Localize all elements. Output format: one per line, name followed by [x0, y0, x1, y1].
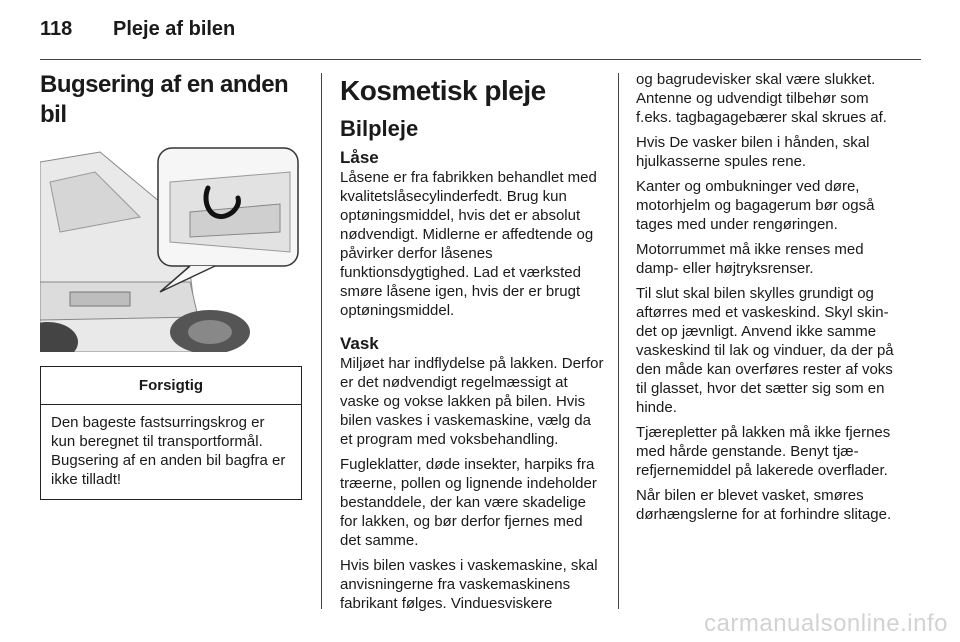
paragraph-washing-2: Fugleklatter, døde insekter, harpiks fra træerne, pollen og lignende indeholder bestanddele, der kan være skadelige for lakken, og bør derfor fjernes med det samme.	[340, 456, 597, 549]
paragraph-right-1: og bagrudevisker skal være slukket. Antenne og udvendigt tilbehør som f.eks. tagbagagebærer skal skrues af.	[636, 71, 887, 126]
paragraph-right-6: Tjærepletter på lakken må ikke fjernes med hårde genstande. Benyt tjærefjernemiddel på lakerede overflader.	[636, 424, 891, 479]
car-rear-illustration	[40, 142, 302, 352]
caution-title: Forsigtig	[41, 367, 301, 405]
towing-hook-illustration	[40, 142, 302, 352]
column-divider	[321, 73, 322, 609]
paragraph-locks: Låsene er fra fabrikken behandlet med kvalitetslåsecylinderfedt. Brug kun optøningsmiddel, hvis det er absolut nødvendigt. Midlerne er affedtende og påvirker derfor låsenes funktionsdygtighed. Lad et værksted smøre låsene igen, hvis der er brugt optøningsmiddel.	[340, 169, 597, 319]
paragraph-right-3: Kanter og ombukninger ved døre, motorhjelm og bagagerum bør også tages med under rengøringen.	[636, 178, 875, 233]
column-divider	[618, 73, 619, 609]
heading-washing: Vask	[340, 334, 379, 353]
paragraph-right-7: Når bilen er blevet vasket, smøres dørhængslerne for at forhindre slitage.	[636, 487, 892, 523]
section-title-towing: Bugsering af en anden bil	[40, 71, 289, 128]
right-column	[636, 70, 902, 530]
heading-locks: Låse	[340, 148, 379, 167]
paragraph-washing-1: Miljøet har indflydelse på lakken. Derfor er det nødvendigt regelmæssigt at vaske og vokse lakken på bilen. Hvis bilen vaskes i vaskemaskine, vælg da et program med voksbehandling.	[340, 355, 604, 448]
middle-column	[340, 70, 604, 619]
subsection-car-care: Bilpleje	[340, 116, 419, 141]
paragraph-right-2: Hvis De vasker bilen i hånden, skal hjulkasserne spules rene.	[636, 134, 870, 170]
section-title-cosmetic-care: Kosmetisk pleje	[340, 75, 546, 106]
watermark: carmanualsonline.info	[704, 610, 948, 637]
caution-body: Den bageste fastsurringskrog er kun beregnet til transportformål. Bugsering af en anden bil bagfra er ikke tilladt!	[51, 414, 286, 488]
chapter-title: Pleje af bilen	[113, 18, 236, 40]
page-number: 118	[40, 18, 73, 40]
paragraph-right-5: Til slut skal bilen skylles grundigt og aftørres med et vaskeskind. Skyl skindet op jævnligt. Anvend ikke samme vaskeskind til lak og vinduer, da der på den måde kan overføres rester af voks til glasset, hvor det sætter sig som en hinde.	[636, 285, 894, 416]
left-column	[40, 70, 304, 500]
header-rule	[40, 59, 921, 60]
paragraph-right-4: Motorrummet må ikke renses med damp- eller højtryksrenser.	[636, 241, 864, 277]
caution-notice	[40, 366, 302, 500]
paragraph-washing-3: Hvis bilen vaskes i vaskemaskine, skal anvisningerne fra vaskemaskinens fabrikant følges. Vinduesviskere	[340, 557, 598, 612]
page-header	[40, 18, 920, 58]
